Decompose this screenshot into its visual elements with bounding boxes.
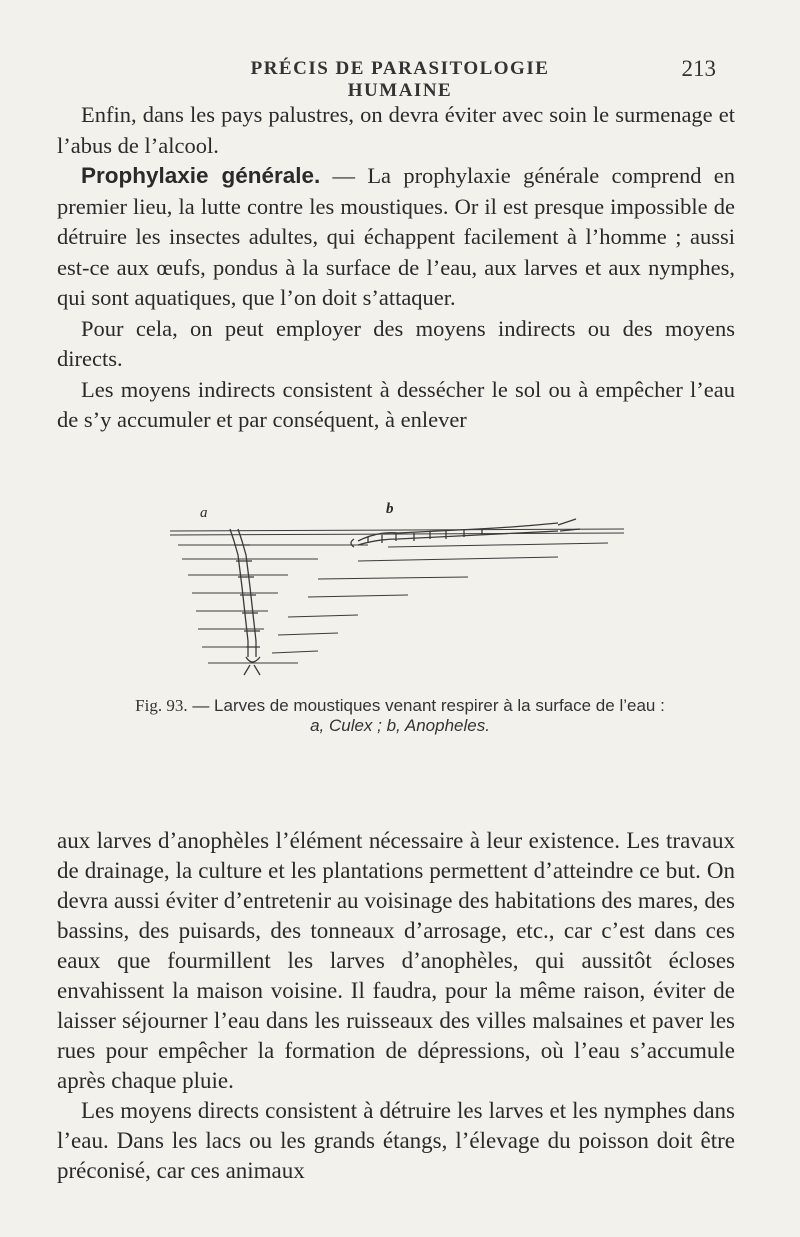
paragraph: Pour cela, on peut employer des moyens indirects ou des moyens directs.	[57, 315, 735, 371]
paragraph: Les moyens indirects consistent à dessécher le sol ou à empêcher l’eau de s’y accumuler et par conséquent, à enlever	[57, 376, 735, 432]
figure-label-b: b	[386, 501, 394, 517]
larvae-drawing	[168, 505, 638, 691]
paragraph: aux larves d’anophèles l’élément nécessaire à leur existence. Les travaux de drainage, la culture et les plantations permettent d’atteindre ce but. On devra aussi éviter d’entretenir au voisinage des habitations des mares, des bassins, des puisards, des tonneaux d’arrosage, etc., car c’est dans ces eaux que fourmillent les larves d’anophèles, qui aussitôt écloses envahissent la maison voisine. Il faudra, pour la même raison, éviter de laisser séjourner l’eau dans les ruisseaux des villes malsaines et paver les rues pour empêcher la formation de dépressions, où l’eau s’accumule après chaque pluie.	[57, 828, 735, 1093]
page-number: 213	[681, 56, 716, 81]
culex-larva	[230, 529, 260, 675]
figure-caption	[60, 696, 740, 736]
paragraph	[57, 161, 735, 314]
figure-number: Fig. 93.	[135, 696, 188, 715]
text-block-bottom	[57, 826, 735, 1186]
figure-larvae-illustration	[168, 501, 638, 691]
figure-label-a: a	[200, 505, 208, 521]
water-lines	[170, 529, 624, 663]
caption-text: — Larves de moustiques venant respirer à la surface de l’eau :	[187, 696, 665, 715]
caption-line-1	[60, 696, 740, 716]
running-title: PRÉCIS DE PARASITOLOGIE HUMAINE	[250, 58, 550, 101]
paragraph-text: — La prophylaxie générale comprend en premier lieu, la lutte contre les moustiques. Or il est presque impossible de détruire les insectes adultes, qui échappent facilement à l’homme ; aussi est-ce aux œufs, pondus à la surface de l’eau, aux larves et aux nymphes, qui sont aquatiques, que l’on doit s’attaquer.	[57, 163, 736, 310]
section-heading: Prophylaxie générale.	[81, 163, 321, 188]
paragraph: Enfin, dans les pays palustres, on devra éviter avec soin le surmenage et l’abus de l’alcool.	[57, 102, 735, 158]
text-block-top	[57, 100, 735, 436]
paragraph: Les moyens directs consistent à détruire les larves et les nymphes dans l’eau. Dans les lacs ou les grands étangs, l’élevage du poisson doit être préconisé, car ces animaux	[57, 1098, 735, 1183]
caption-line-2: a, Culex ; b, Anopheles.	[310, 716, 490, 735]
